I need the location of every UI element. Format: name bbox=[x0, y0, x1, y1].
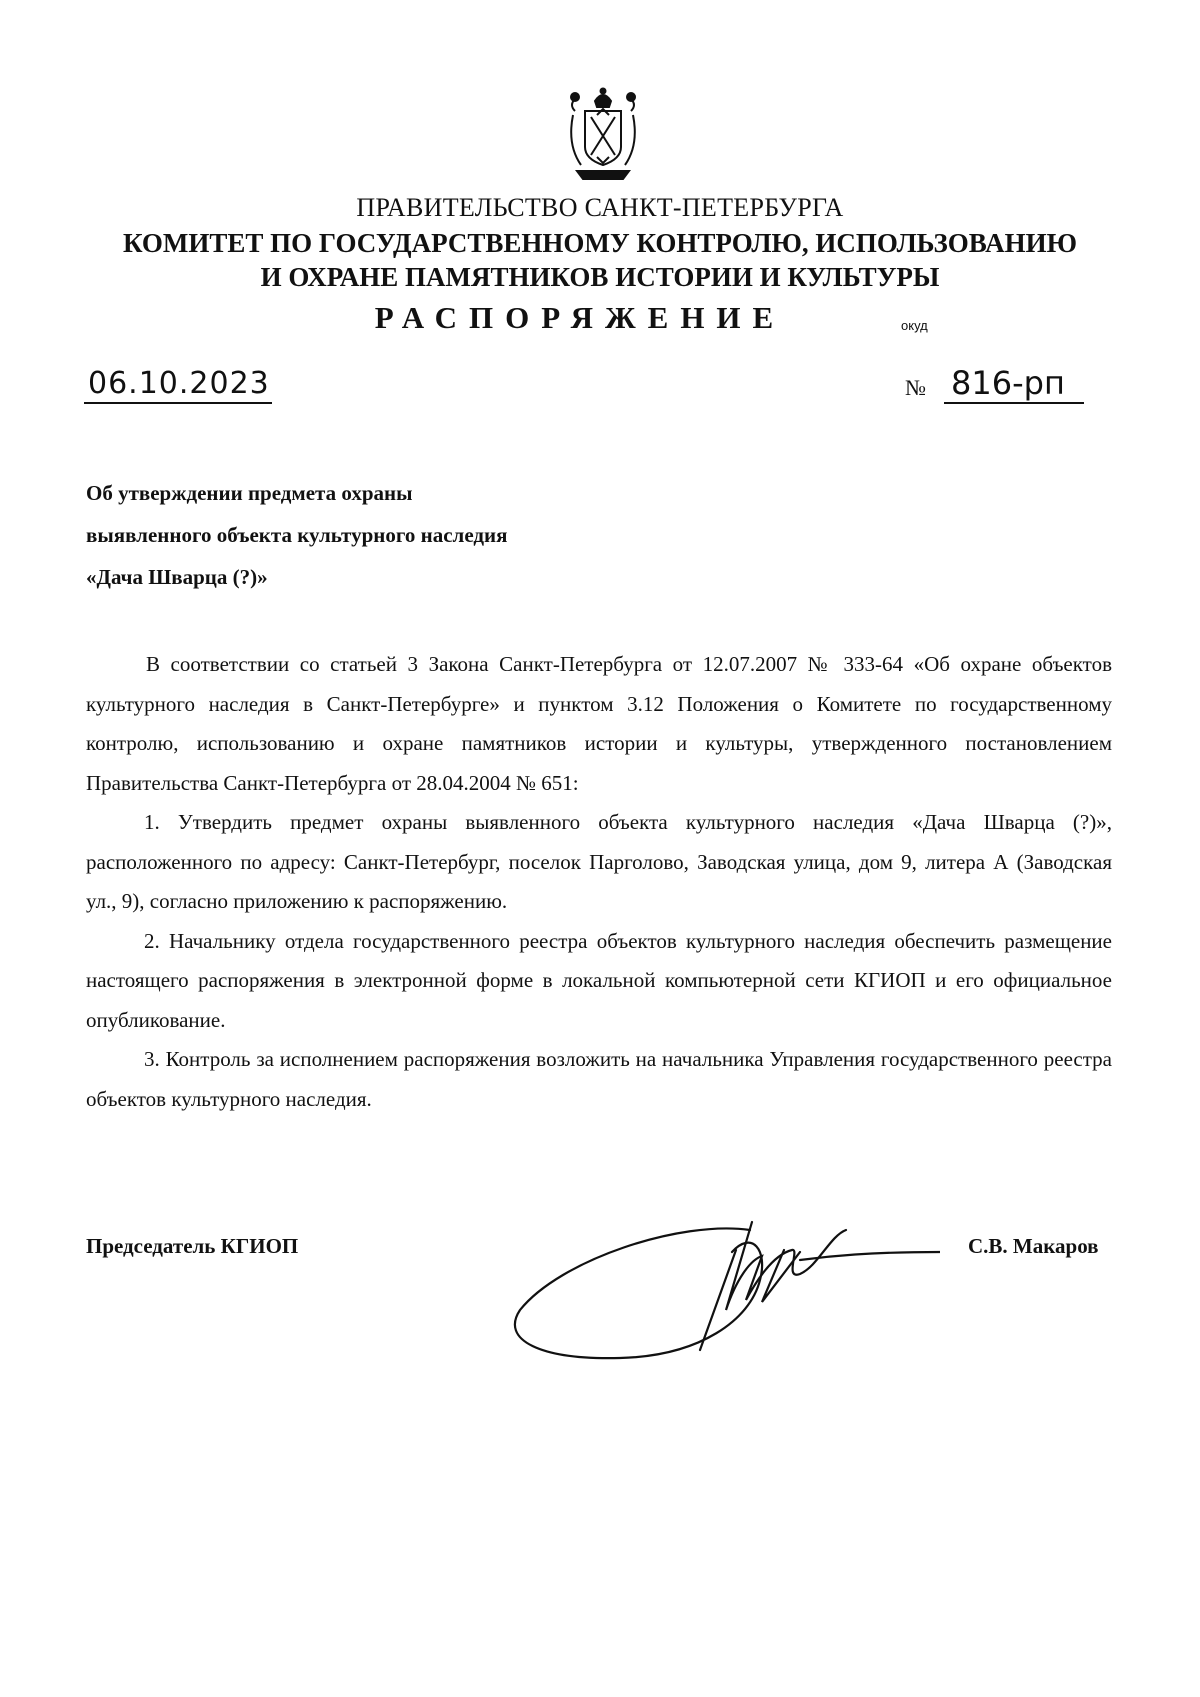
document-number: 816-рп bbox=[951, 364, 1065, 402]
subject-line: выявленного объекта культурного наследия bbox=[86, 523, 508, 547]
handwritten-signature bbox=[500, 1190, 940, 1370]
order-item-1: 1. Утвердить предмет охраны выявленного объекта культурного наследия «Дача Шварца (?)», расположенного по адресу: Санкт-Петербург, поселок Парголово, Заводская улица, дом 9, литера А (Заводская ул., 9), согласно приложению к распоряжению. bbox=[86, 810, 1112, 913]
subject-line: «Дача Шварца (?)» bbox=[86, 565, 268, 589]
spb-coat-of-arms-icon bbox=[563, 85, 643, 181]
number-underline bbox=[944, 402, 1084, 404]
okud-label: окуд bbox=[901, 318, 928, 333]
order-item-2: 2. Начальнику отдела государственного реестра объектов культурного наследия обеспечить размещение настоящего распоряжения в электронной форме в локальной компьютерной сети КГИОП и его официальное опубликование. bbox=[86, 928, 1112, 1032]
order-item-3: 3. Контроль за исполнением распоряжения возложить на начальника Управления государственного реестра объектов культурного наследия. bbox=[86, 1047, 1112, 1111]
subject-line: Об утверждении предмета охраны bbox=[86, 481, 413, 505]
number-sign: № bbox=[905, 375, 926, 400]
document-body bbox=[86, 645, 1112, 1119]
signatory-name: С.В. Макаров bbox=[968, 1234, 1099, 1258]
signatory-role: Председатель КГИОП bbox=[86, 1234, 299, 1258]
document-type-title: РАСПОРЯЖЕНИЕ bbox=[374, 300, 786, 335]
committee-heading-line2: И ОХРАНЕ ПАМЯТНИКОВ ИСТОРИИ И КУЛЬТУРЫ bbox=[260, 262, 940, 292]
preamble-paragraph: В соответствии со статьей 3 Закона Санкт-Петербурга от 12.07.2007 № 333-64 «Об охране объектов культурного наследия в Санкт-Петербурге» и пунктом 3.12 Положения о Комитете по государственному контролю, использованию и охране памятников истории и культуры, утвержденного постановлением Правительства Санкт-Петербурга от 28.04.2004 № 651: bbox=[86, 652, 1112, 795]
document-subject bbox=[86, 472, 507, 598]
committee-heading-line1: КОМИТЕТ ПО ГОСУДАРСТВЕННОМУ КОНТРОЛЮ, ИСПОЛЬЗОВАНИЮ bbox=[123, 228, 1077, 258]
document-date: 06.10.2023 bbox=[88, 366, 270, 401]
date-underline bbox=[84, 402, 272, 404]
government-heading: ПРАВИТЕЛЬСТВО САНКТ-ПЕТЕРБУРГА bbox=[356, 193, 844, 222]
